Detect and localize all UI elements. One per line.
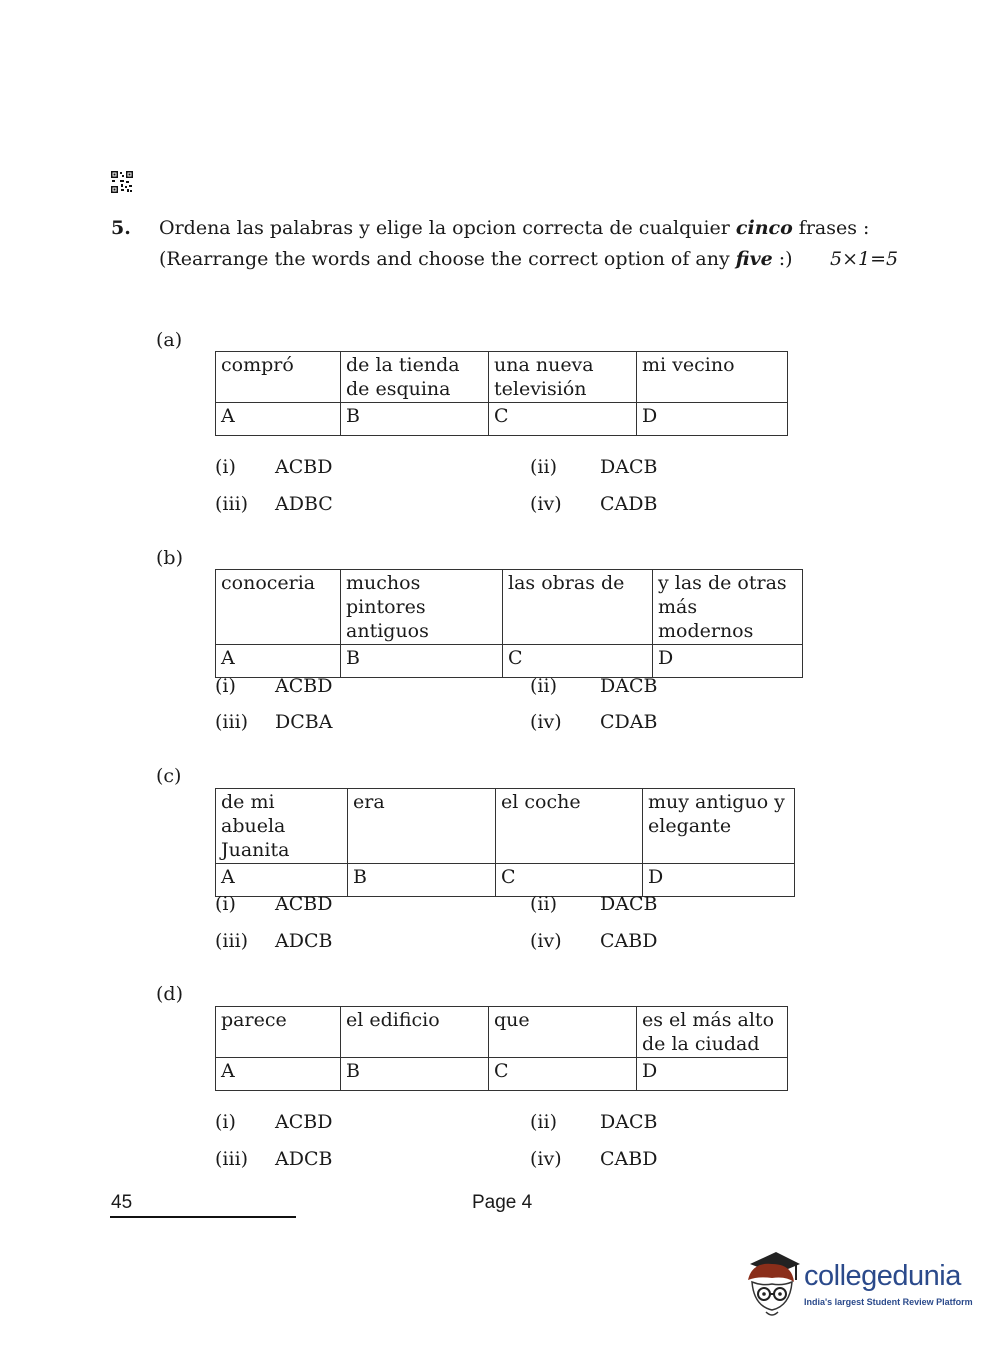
word-cell: de mi abuela Juanita — [216, 789, 348, 864]
word-cell: las obras de — [503, 570, 653, 645]
letter-cell: D — [637, 1058, 788, 1091]
option-number: (ii) — [530, 675, 557, 697]
letter-cell: C — [503, 645, 653, 678]
question-number: 5. — [111, 217, 131, 239]
option-text: DACB — [600, 1111, 658, 1133]
letter-cell: B — [341, 1058, 489, 1091]
part-b-label: (b) — [156, 547, 183, 569]
word-cell: parece — [216, 1007, 341, 1058]
letter-cell: B — [348, 864, 496, 897]
option-number: (iv) — [530, 930, 562, 952]
option-number: (iii) — [215, 930, 249, 952]
option-text: ACBD — [275, 1111, 333, 1133]
option-text: DACB — [600, 456, 658, 478]
collegedunia-logo — [742, 1250, 972, 1322]
word-cell: muchos pintores antiguos — [341, 570, 503, 645]
word-cell: mi vecino — [637, 352, 788, 403]
qr-code-icon — [111, 171, 133, 193]
part-a-label: (a) — [156, 329, 183, 351]
letter-cell: B — [341, 645, 503, 678]
word-cell: era — [348, 789, 496, 864]
part-d-word-table — [215, 1006, 788, 1091]
option-number: (i) — [215, 456, 236, 478]
word-cell: conoceria — [216, 570, 341, 645]
option-number: (i) — [215, 893, 236, 915]
word-cell: el coche — [496, 789, 643, 864]
letter-cell: A — [216, 1058, 341, 1091]
option-text: DCBA — [275, 711, 333, 733]
option-number: (iii) — [215, 711, 249, 733]
option-number: (iii) — [215, 493, 249, 515]
letter-cell: A — [216, 864, 348, 897]
option-text: CDAB — [600, 711, 658, 733]
question-marks: 5×1=5 — [830, 248, 899, 270]
letter-cell: B — [341, 403, 489, 436]
page-number: Page 4 — [472, 1192, 533, 1213]
brand-tagline: India's largest Student Review Platform — [804, 1297, 973, 1307]
letter-cell: C — [496, 864, 643, 897]
word-cell: y las de otras más modernos — [653, 570, 803, 645]
option-number: (i) — [215, 675, 236, 697]
part-c-word-table — [215, 788, 795, 897]
option-text: CABD — [600, 930, 658, 952]
part-d-label: (d) — [156, 983, 183, 1005]
letter-cell: D — [643, 864, 795, 897]
word-cell: el edificio — [341, 1007, 489, 1058]
brand-name: collegedunia — [804, 1260, 961, 1292]
option-number: (i) — [215, 1111, 236, 1133]
option-number: (ii) — [530, 1111, 557, 1133]
letter-cell: C — [489, 1058, 637, 1091]
letter-cell: D — [653, 645, 803, 678]
word-cell: es el más alto de la ciudad — [637, 1007, 788, 1058]
option-number: (iii) — [215, 1148, 249, 1170]
option-number: (iv) — [530, 711, 562, 733]
option-number: (iv) — [530, 1148, 562, 1170]
letter-cell: A — [216, 403, 341, 436]
paper-code: 45 — [111, 1192, 133, 1213]
option-text: ACBD — [275, 456, 333, 478]
letter-cell: A — [216, 645, 341, 678]
letter-cell: D — [637, 403, 788, 436]
word-cell: una nueva televisión — [489, 352, 637, 403]
mascot-icon — [742, 1250, 802, 1320]
option-text: CADB — [600, 493, 658, 515]
option-number: (ii) — [530, 456, 557, 478]
word-cell: de la tienda de esquina — [341, 352, 489, 403]
footer-divider — [110, 1216, 296, 1218]
word-cell: muy antiguo y elegante — [643, 789, 795, 864]
question-text-spanish: Ordena las palabras y elige la opcion correcta de cualquier cinco frases : — [159, 217, 870, 239]
part-a-word-table — [215, 351, 788, 436]
word-cell: compró — [216, 352, 341, 403]
question-text-english: (Rearrange the words and choose the correct option of any five :) — [159, 248, 793, 270]
option-text: CABD — [600, 1148, 658, 1170]
option-text: ACBD — [275, 675, 333, 697]
part-c-label: (c) — [156, 765, 182, 787]
option-number: (iv) — [530, 493, 562, 515]
option-text: DACB — [600, 893, 658, 915]
option-text: DACB — [600, 675, 658, 697]
option-number: (ii) — [530, 893, 557, 915]
option-text: ADCB — [275, 930, 333, 952]
part-b-word-table — [215, 569, 803, 678]
option-text: ACBD — [275, 893, 333, 915]
option-text: ADCB — [275, 1148, 333, 1170]
letter-cell: C — [489, 403, 637, 436]
option-text: ADBC — [275, 493, 333, 515]
word-cell: que — [489, 1007, 637, 1058]
